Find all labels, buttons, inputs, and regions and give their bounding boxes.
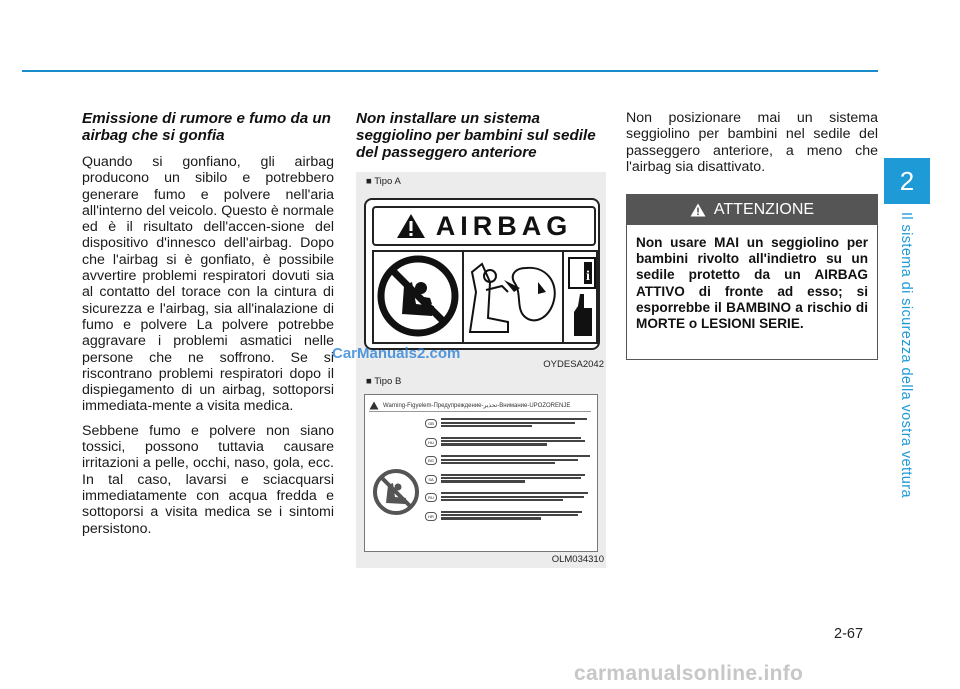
paragraph-noise-smoke-1: Quando si gonfiano, gli airbag producono un sibilo e potrebbero generare fumo e polvere nell'aria all'interno del veicolo. Questo è normale ed è il risultato dell'accen-sione del dispositivo d'innesco dell'airbag. Dopo che l'airbag si è gonfiato, è possibile avvertire problemi respiratori dovuti sia al contatto del torace con la cintura di sicurezza e l'airbag, sia all'inalazione di fumo e polvere La polvere potrebbe aggravare i problemi asmatici nelle persone che ne soffrono. Se si riscontrano problemi respiratori dopo il dispiegamento di un airbag, sottoporsi immediata-mente a visita medica. xyxy=(82,154,334,415)
no-child-seat-panel xyxy=(374,252,464,342)
warning-row-bg xyxy=(425,454,593,473)
figure-a-caption: ■ Tipo A xyxy=(366,176,401,187)
watermark-carmanualsonline: carmanualsonline.info xyxy=(574,662,804,685)
language-flag: RU xyxy=(425,493,437,502)
figure-a-code: OYDESA2042 xyxy=(543,359,604,370)
no-child-seat-icon xyxy=(374,252,462,340)
warning-text-rows xyxy=(425,417,593,528)
language-flag: HU xyxy=(425,438,437,447)
warning-row-ru xyxy=(425,491,593,510)
airbag-label-header xyxy=(372,206,596,246)
airbag-label-panels xyxy=(372,250,598,344)
no-child-seat-icon-small xyxy=(371,467,421,517)
warning-row-sa xyxy=(425,473,593,492)
section-heading-noise-smoke: Emissione di rumore e fumo da un airbag che si gonfia xyxy=(82,110,331,144)
figure-b-code: OLM034310 xyxy=(551,554,604,565)
header-rule xyxy=(22,70,878,72)
page-number: 2-67 xyxy=(834,626,864,642)
chapter-number: 2 xyxy=(899,165,915,196)
column-left xyxy=(82,110,334,545)
airbag-label-word: AIRBAG xyxy=(435,210,573,241)
warning-box-header xyxy=(627,195,877,225)
warning-triangle-small-icon xyxy=(369,401,379,410)
chapter-title-vertical: Il sistema di sicurezza della vostra vettura xyxy=(898,212,914,498)
read-manual-panel xyxy=(564,252,600,342)
warning-row-gb xyxy=(425,417,593,436)
column-right xyxy=(626,110,878,175)
language-flag: HR xyxy=(425,512,437,521)
language-flag: GB xyxy=(425,419,437,428)
manual-info-icon xyxy=(564,252,600,340)
language-flag: SA xyxy=(425,475,437,484)
warning-label-languages: Warning-Figyelem-Предупреждение-تحذير-Внимание-UPOZORENJE xyxy=(383,402,571,409)
airbag-warning-label xyxy=(364,198,600,350)
warning-label-header xyxy=(369,399,591,412)
figure-b-caption: ■ Tipo B xyxy=(366,376,402,387)
airbag-deploy-icon xyxy=(464,252,562,340)
paragraph-child-seat: Non posizionare mai un sistema seggiolino per bambini nel sedile del passeggero anteriore, a meno che l'airbag sia disattivato. xyxy=(626,110,878,175)
multilingual-warning-label xyxy=(364,394,598,552)
column-middle xyxy=(356,110,606,171)
figure-type-b xyxy=(356,372,606,568)
svg-text:i: i xyxy=(586,269,590,284)
warning-box-text: Non usare MAI un seggiolino per bambini rivolto all'indietro su un sedile protetto da un AIRBAG ATTIVO di fronte ad esso; si esporrebbe il BAMBINO a rischio di MORTE o LESIONI SERIE. xyxy=(636,235,868,332)
chapter-number-tab xyxy=(884,158,930,204)
paragraph-noise-smoke-2: Sebbene fumo e polvere non siano tossici, possono tuttavia causare irritazioni a pelle, occhi, naso, gola, ecc. In tal caso, lavarsi e sciacquarsi immediatamente con acqua fredda e sottoporsi a visita medica se i sintomi persistono. xyxy=(82,422,334,537)
warning-triangle-icon xyxy=(690,203,706,217)
airbag-deploy-panel xyxy=(464,252,564,342)
section-heading-child-seat: Non installare un sistema seggiolino per bambini sul sedile del passeggero anteriore xyxy=(356,110,596,161)
language-flag: BG xyxy=(425,456,437,465)
warning-box xyxy=(626,194,878,360)
warning-box-title: ATTENZIONE xyxy=(713,201,815,218)
figure-type-a xyxy=(356,172,606,372)
warning-triangle-icon xyxy=(396,213,426,239)
watermark-carmanuals2: CarManuals2.com xyxy=(332,345,461,362)
warning-row-hr xyxy=(425,510,593,529)
warning-row-hu xyxy=(425,436,593,455)
